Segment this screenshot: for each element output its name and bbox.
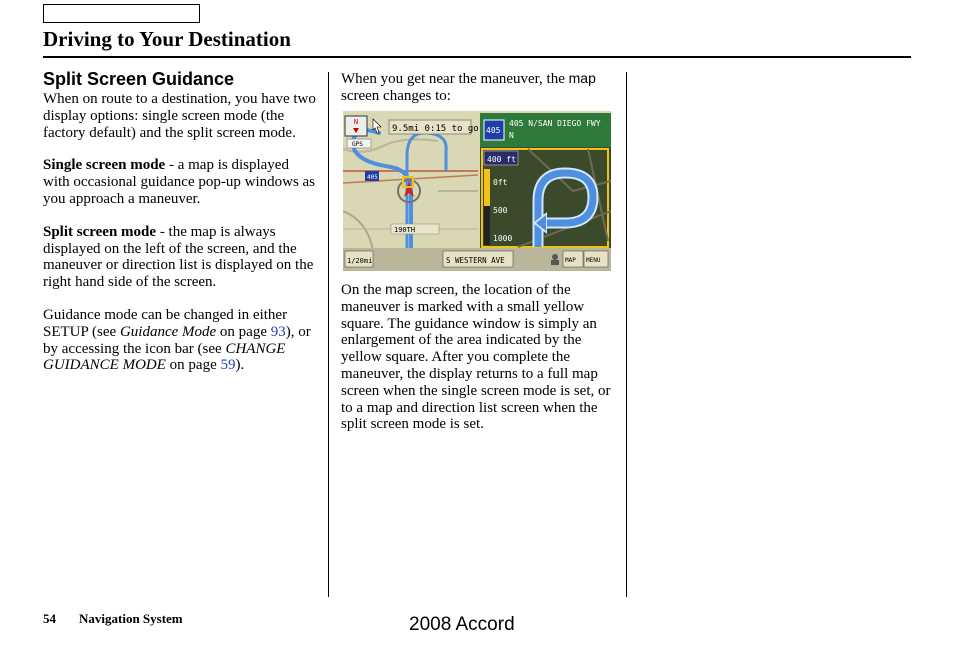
map-term: map <box>568 70 596 86</box>
map-term-2: map <box>385 281 413 297</box>
distance-to-turn: 400 ft <box>487 155 516 164</box>
route-shield-icon: 405 <box>486 126 501 135</box>
screen-description <box>341 281 613 449</box>
column-divider-right <box>626 72 627 597</box>
page-59-link[interactable]: 59 <box>220 357 236 374</box>
screen-desc-text-a: On the <box>341 282 386 298</box>
route-name: 405 N/SAN DIEGO FWY <box>509 119 601 128</box>
left-column <box>43 68 317 390</box>
guidance-text-3: ), or by accessing the icon bar (see <box>43 323 311 357</box>
guidance-mode-ref: Guidance Mode <box>119 323 217 340</box>
split-screen-paragraph <box>43 224 317 291</box>
navigation-screen <box>343 111 611 271</box>
map-button: MAP <box>565 257 576 264</box>
current-street: S WESTERN AVE <box>446 256 505 265</box>
screen-intro-paragraph <box>341 70 613 105</box>
guidance-text-5: ). <box>235 357 245 374</box>
intro-paragraph: When on route to a destination, you have two display options: single screen mode (the factory default) and the split screen mode. <box>43 91 316 141</box>
screen-intro-text-b: screen changes to: <box>341 87 451 104</box>
guidance-text-4: on page <box>165 357 221 374</box>
header-rule <box>43 56 911 58</box>
page-93-link[interactable]: 93 <box>270 323 286 340</box>
route-direction: N <box>509 131 514 140</box>
screen-intro-text-a: When you get near the maneuver, the <box>341 71 569 87</box>
compass-icon: N <box>353 118 359 126</box>
page-number: 54 <box>43 611 56 626</box>
footer-model: 2008 Accord <box>409 614 515 635</box>
guidance-text-2: on page <box>216 323 271 340</box>
bar-label-0ft: 0ft <box>493 178 508 187</box>
small-route-shield: 405 <box>367 174 378 181</box>
menu-button: MENU <box>586 257 601 264</box>
person-icon <box>552 254 558 260</box>
bar-label-1000: 1000 <box>493 234 513 243</box>
street-label-190th: 190TH <box>394 226 416 234</box>
single-screen-desc: - a map is displayed with occasional guidance pop-up windows as you approach a maneuver. <box>43 157 316 207</box>
distance-time-readout: 9.5mi 0:15 to go <box>392 124 479 134</box>
section-heading: Split Screen Guidance <box>43 69 235 89</box>
map-scale: 1/20mi <box>347 257 373 265</box>
footer-label: Navigation System <box>79 611 183 626</box>
column-divider-left <box>328 72 329 597</box>
gps-indicator: GPS <box>352 141 363 148</box>
page-title: Driving to Your Destination <box>43 27 291 51</box>
right-column <box>341 70 613 105</box>
guidance-text-1: Guidance mode can be changed in either SETUP (see <box>43 306 288 340</box>
split-screen-desc: - the map is always displayed on the left of the screen, and the maneuver or direction list is displayed on the right hand side of the screen. <box>43 223 314 291</box>
header-tab-box <box>43 4 200 23</box>
change-guidance-mode-ref: CHANGE GUIDANCE MODE <box>43 340 286 374</box>
screen-desc-text-b: screen, the location of the maneuver is marked with a small yellow square. The guidance window is simply an enlargement of the area indicated by the yellow square. After you complete the maneuver, the display returns to a full map screen when the single screen mode is set, or to a map and direction list screen when the split screen mode is set. <box>341 282 611 433</box>
split-screen-term: Split screen mode <box>43 223 157 240</box>
single-screen-term: Single screen mode <box>43 157 166 174</box>
bar-label-500: 500 <box>493 206 508 215</box>
screen-description-paragraph <box>341 281 613 433</box>
guidance-mode-paragraph <box>43 307 317 374</box>
single-screen-paragraph <box>43 157 317 207</box>
